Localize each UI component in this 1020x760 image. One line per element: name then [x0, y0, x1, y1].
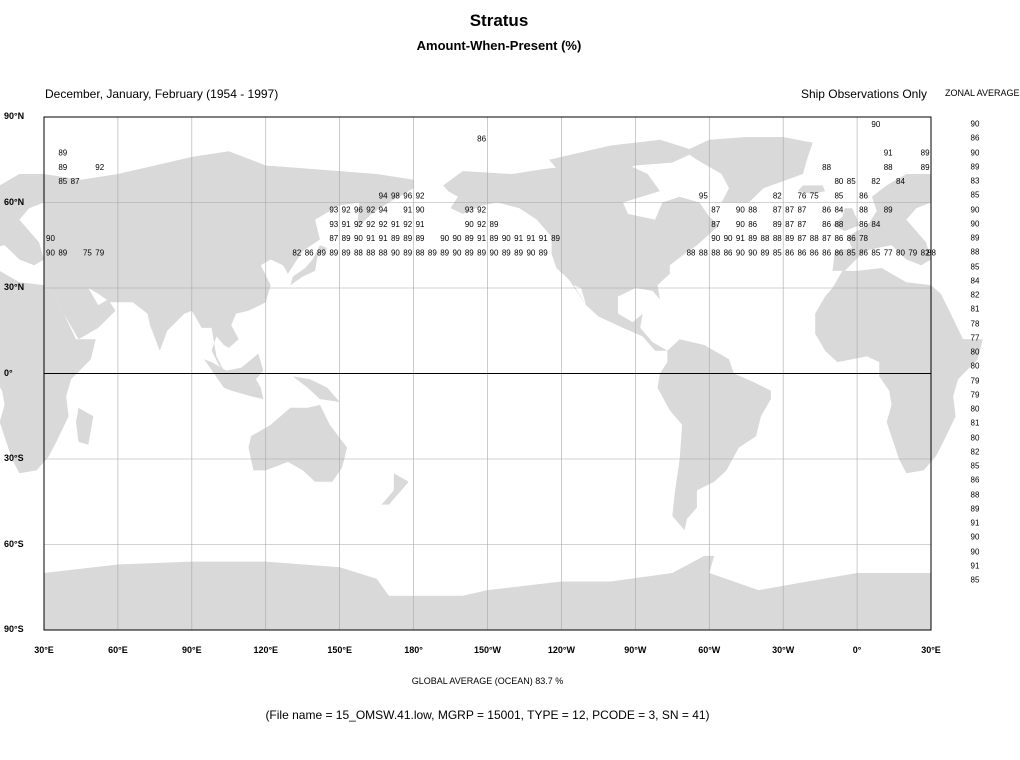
grid-value: 89: [883, 205, 893, 215]
grid-value: 90: [871, 120, 881, 130]
grid-value: 90: [711, 234, 721, 244]
grid-value: 89: [329, 248, 339, 258]
zonal-average-value: 80: [970, 361, 980, 371]
grid-value: 84: [834, 205, 844, 215]
grid-value: 89: [58, 148, 68, 158]
grid-value: 92: [477, 205, 487, 215]
grid-value: 92: [366, 219, 376, 229]
latitude-tick-label: 30°N: [4, 282, 25, 292]
zonal-average-value: 77: [970, 333, 980, 343]
longitude-tick-label: 180°: [404, 645, 423, 655]
grid-value: 87: [329, 234, 339, 244]
grid-value: 84: [871, 219, 881, 229]
grid-value: 88: [698, 248, 708, 258]
grid-value: 89: [58, 162, 68, 172]
grid-value: 86: [859, 248, 868, 258]
zonal-average-value: 90: [970, 205, 980, 215]
grid-value: 90: [452, 248, 462, 258]
grid-value: 87: [797, 205, 807, 215]
grid-value: 75: [82, 248, 92, 258]
grid-value: 91: [526, 234, 536, 244]
grid-value: 87: [772, 205, 782, 215]
grid-value: 91: [514, 234, 524, 244]
grid-value: 92: [366, 205, 376, 215]
longitude-tick-label: 60°W: [698, 645, 721, 655]
latitude-tick-label: 90°S: [4, 624, 24, 634]
grid-value: 88: [760, 234, 770, 244]
grid-value: 77: [883, 248, 893, 258]
grid-value: 89: [551, 234, 561, 244]
grid-value: 89: [489, 219, 499, 229]
zonal-average-value: 90: [970, 119, 980, 129]
grid-value: 89: [427, 248, 437, 258]
grid-value: 91: [538, 234, 548, 244]
grid-value: 87: [711, 205, 721, 215]
grid-value: 85: [846, 177, 856, 187]
grid-value: 88: [809, 234, 819, 244]
zonal-average-value: 91: [970, 561, 980, 571]
zonal-average-value: 90: [970, 148, 980, 158]
grid-value: 88: [822, 162, 832, 172]
zonal-average-value: 82: [970, 447, 980, 457]
grid-value: 82: [920, 248, 930, 258]
grid-value: 93: [329, 205, 339, 215]
longitude-tick-label: 150°E: [327, 645, 352, 655]
zonal-average-value: 82: [970, 290, 980, 300]
zonal-average-value: 80: [970, 404, 980, 414]
grid-value: 85: [846, 248, 856, 258]
grid-value: 86: [822, 248, 832, 258]
grid-value: 89: [58, 248, 68, 258]
grid-value: 90: [452, 234, 462, 244]
grid-value: 80: [834, 177, 844, 187]
longitude-tick-label: 120°W: [547, 645, 575, 655]
grid-value: 86: [748, 219, 758, 229]
grid-value: 90: [723, 234, 733, 244]
zonal-average-value: 86: [970, 475, 980, 485]
grid-value: 86: [834, 234, 844, 244]
zonal-average-value: 83: [970, 176, 980, 186]
longitude-tick-label: 120°E: [253, 645, 279, 655]
zonal-average-value: 85: [970, 461, 980, 471]
grid-value: 92: [403, 219, 413, 229]
zonal-average-value: 85: [970, 190, 980, 200]
zonal-average-value: 88: [970, 490, 980, 500]
grid-value: 86: [477, 134, 487, 144]
zonal-average-value: 89: [970, 233, 980, 243]
grid-value: 85: [772, 248, 782, 258]
grid-value: 87: [797, 234, 807, 244]
zonal-average-value: 79: [970, 390, 980, 400]
grid-value: 91: [477, 234, 487, 244]
zonal-average-value: 88: [970, 247, 980, 257]
grid-value: 85: [871, 248, 881, 258]
latitude-tick-label: 0°: [4, 367, 13, 378]
grid-value: 91: [378, 234, 388, 244]
grid-value: 90: [735, 205, 745, 215]
grid-value: 85: [834, 191, 844, 201]
latitude-tick-label: 60°N: [4, 196, 25, 207]
zonal-average-value: 80: [970, 433, 980, 443]
grid-value: 86: [785, 248, 795, 258]
grid-value: 90: [464, 219, 474, 229]
grid-value: 79: [908, 248, 918, 258]
latitude-tick-label: 30°S: [4, 453, 24, 463]
grid-value: 84: [896, 177, 905, 187]
zonal-average-value: 81: [970, 418, 980, 428]
grid-value: 75: [809, 191, 819, 201]
longitude-tick-label: 90°E: [182, 645, 202, 655]
grid-value: 89: [772, 219, 782, 229]
chart-subtitle: Amount-When-Present (%): [416, 38, 582, 53]
grid-value: 96: [403, 191, 413, 201]
grid-value: 82: [292, 248, 302, 258]
grid-value: 98: [390, 191, 400, 201]
grid-value: 88: [711, 248, 721, 258]
grid-value: 88: [366, 248, 376, 258]
grid-value: 91: [390, 219, 400, 229]
file-info-label: (File name = 15_OMSW.41.low, MGRP = 15001, TYPE = 12, PCODE = 3, SN = 41): [265, 708, 710, 722]
grid-value: 90: [46, 234, 55, 244]
grid-value: 91: [735, 234, 745, 244]
zonal-average-value: 80: [970, 347, 980, 357]
grid-value: 89: [341, 234, 351, 244]
grid-value: 89: [341, 248, 351, 258]
grid-value: 90: [46, 248, 55, 258]
zonal-average-value: 91: [970, 518, 980, 528]
grid-value: 90: [735, 219, 745, 229]
grid-value: 87: [785, 205, 795, 215]
land-shape: [0, 174, 44, 271]
zonal-average-value: 90: [970, 547, 980, 557]
grid-value: 88: [378, 248, 388, 258]
grid-value: 91: [366, 234, 376, 244]
grid-value: 82: [772, 191, 782, 201]
grid-value: 91: [403, 205, 413, 215]
grid-value: 90: [415, 205, 425, 215]
grid-value: 89: [760, 248, 770, 258]
grid-value: 89: [514, 248, 524, 258]
period-label: December, January, February (1954 - 1997): [45, 87, 279, 101]
grid-value: 89: [748, 234, 758, 244]
grid-value: 88: [927, 248, 936, 258]
longitude-tick-label: 60°E: [108, 645, 128, 655]
grid-value: 93: [329, 219, 339, 229]
grid-value: 89: [477, 248, 487, 258]
longitude-tick-label: 30°E: [34, 645, 54, 655]
grid-value: 78: [859, 234, 868, 244]
grid-value: 89: [403, 248, 413, 258]
grid-value: 87: [797, 219, 807, 229]
zonal-average-value: 78: [970, 319, 980, 329]
grid-value: 92: [415, 191, 425, 201]
grid-value: 88: [686, 248, 696, 258]
longitude-tick-label: 150°W: [473, 645, 502, 655]
grid-value: 89: [464, 248, 474, 258]
grid-value: 88: [748, 205, 758, 215]
grid-value: 88: [883, 162, 893, 172]
grid-value: 90: [526, 248, 536, 258]
grid-value: 86: [859, 219, 868, 229]
zonal-average-value: 89: [970, 162, 980, 172]
grid-value: 89: [501, 248, 511, 258]
grid-value: 92: [477, 219, 487, 229]
grid-value: 87: [822, 234, 832, 244]
grid-value: 89: [920, 162, 930, 172]
grid-value: 94: [378, 191, 388, 201]
grid-value: 92: [341, 205, 351, 215]
longitude-tick-label: 0°: [852, 645, 862, 655]
grid-value: 89: [317, 248, 326, 258]
grid-value: 92: [95, 162, 105, 172]
grid-value: 96: [353, 205, 363, 215]
grid-value: 76: [797, 191, 807, 201]
longitude-tick-label: 30°W: [772, 645, 795, 655]
grid-value: 80: [896, 248, 905, 258]
grid-value: 89: [920, 148, 930, 158]
longitude-tick-label: 90°W: [624, 645, 647, 655]
zonal-average-value: 90: [970, 219, 980, 229]
grid-value: 90: [440, 234, 450, 244]
grid-value: 90: [353, 234, 363, 244]
grid-value: 86: [797, 248, 807, 258]
grid-value: 91: [341, 219, 351, 229]
zonal-average-header: ZONAL AVERAGE: [945, 88, 1020, 98]
grid-value: 86: [809, 248, 819, 258]
zonal-average-value: 86: [970, 133, 980, 143]
grid-value: 89: [440, 248, 450, 258]
grid-value: 91: [415, 219, 425, 229]
grid-value: 86: [859, 191, 868, 201]
zonal-average-value: 89: [970, 504, 980, 514]
grid-value: 93: [464, 205, 474, 215]
grid-value: 86: [846, 234, 856, 244]
grid-value: 90: [735, 248, 745, 258]
zonal-average-value: 90: [970, 532, 980, 542]
grid-value: 91: [883, 148, 893, 158]
grid-value: 85: [58, 177, 68, 187]
grid-value: 90: [501, 234, 511, 244]
grid-value: 88: [834, 219, 844, 229]
grid-value: 89: [538, 248, 548, 258]
grid-value: 89: [464, 234, 474, 244]
grid-value: 90: [489, 248, 499, 258]
grid-value: 90: [390, 248, 400, 258]
grid-value: 82: [871, 177, 881, 187]
grid-value: 86: [834, 248, 844, 258]
grid-value: 89: [785, 234, 795, 244]
grid-value: 90: [748, 248, 758, 258]
grid-value: 86: [822, 205, 832, 215]
grid-value: 86: [723, 248, 733, 258]
grid-value: 87: [70, 177, 80, 187]
grid-value: 89: [489, 234, 499, 244]
grid-value: 87: [711, 219, 721, 229]
longitude-tick-label: 30°E: [921, 645, 941, 655]
zonal-average-value: 79: [970, 376, 980, 386]
source-label: Ship Observations Only: [800, 87, 927, 101]
grid-value: 79: [95, 248, 105, 258]
grid-value: 89: [390, 234, 400, 244]
grid-value: 92: [378, 219, 388, 229]
grid-value: 87: [785, 219, 795, 229]
grid-value: 92: [353, 219, 363, 229]
grid-value: 88: [859, 205, 868, 215]
latitude-tick-label: 90°N: [4, 111, 25, 121]
chart-title: Stratus: [469, 11, 529, 30]
global-average-label: GLOBAL AVERAGE (OCEAN) 83.7 %: [411, 676, 564, 686]
zonal-average-value: 81: [970, 304, 980, 314]
grid-value: 86: [304, 248, 314, 258]
grid-value: 88: [415, 248, 425, 258]
grid-value: 95: [698, 191, 708, 201]
grid-value: 89: [415, 234, 425, 244]
grid-value: 86: [822, 219, 832, 229]
zonal-average-value: 85: [970, 262, 980, 272]
grid-value: 88: [353, 248, 363, 258]
zonal-average-value: 84: [970, 276, 980, 286]
latitude-tick-label: 60°S: [4, 538, 24, 549]
grid-value: 94: [378, 205, 388, 215]
grid-value: 88: [772, 234, 782, 244]
grid-value: 89: [403, 234, 413, 244]
zonal-average-value: 85: [970, 575, 980, 585]
